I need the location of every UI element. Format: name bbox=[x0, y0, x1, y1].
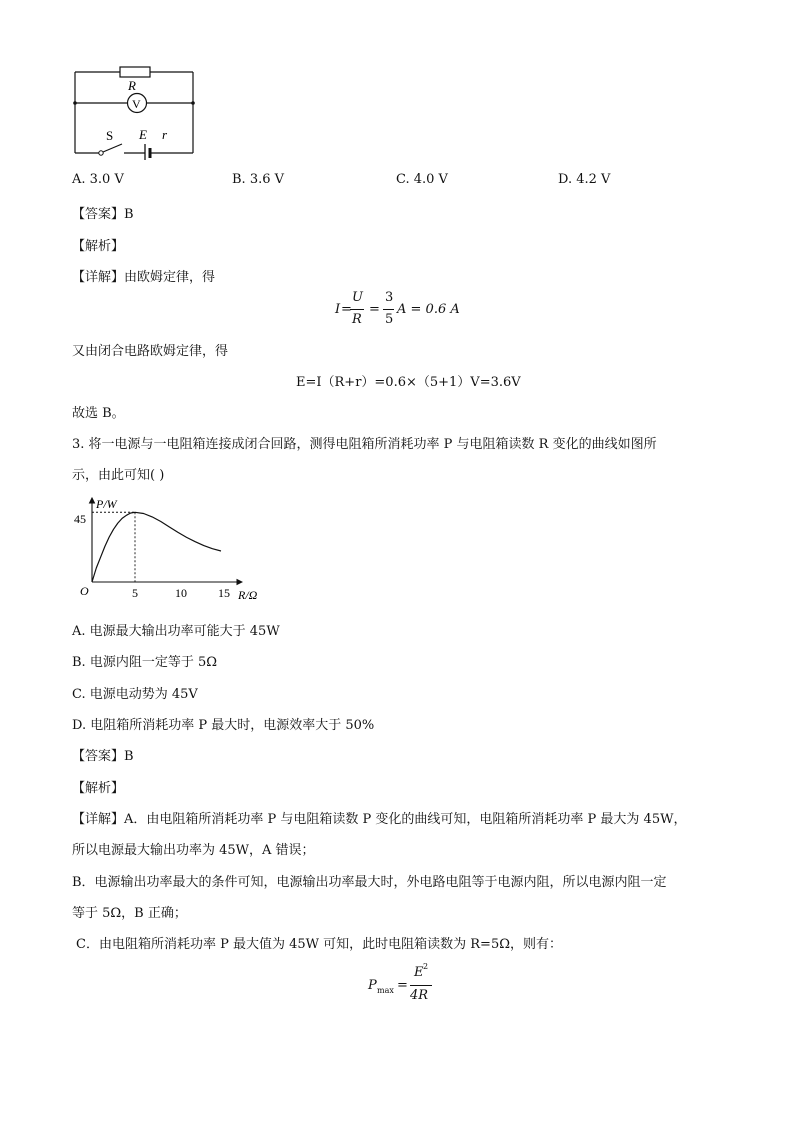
power-resistance-chart bbox=[70, 493, 270, 605]
switch-symbol bbox=[99, 151, 103, 155]
equation-closed-circuit: E=I（R+r）=0.6×（5+1）V=3.6V bbox=[296, 375, 521, 390]
q3-detail-3: B．电源输出功率最大的条件可知，电源输出功率最大时，外电路电阻等于电源内阻，所以电源内阻一定 bbox=[72, 875, 667, 890]
q3-detail-5: C．由电阻箱所消耗功率 P 最大值为 45W 可知，此时电阻箱读数为 R=5Ω，则有： bbox=[76, 937, 562, 952]
q3-detail-4: 等于 5Ω，B 正确； bbox=[72, 906, 187, 921]
option-c: C. 4.0 V bbox=[396, 172, 448, 187]
q3-analysis-label: 【解析】 bbox=[72, 781, 125, 796]
origin-label: O bbox=[80, 584, 89, 598]
resistor-symbol bbox=[120, 67, 150, 77]
conclusion-line: 故选 B。 bbox=[72, 406, 125, 421]
question-stem-2: 示，由此可知( ) bbox=[72, 468, 165, 483]
option-b: B. 3.6 V bbox=[232, 172, 285, 187]
y-axis-label: P/W bbox=[96, 497, 117, 511]
y-tick-label: 45 bbox=[74, 512, 86, 526]
q3-option-d: D. 电阻箱所消耗功率 P 最大时，电源效率大于 50% bbox=[72, 718, 375, 733]
q3-option-c: C. 电源电动势为 45V bbox=[72, 687, 198, 702]
detail-line-2: 又由闭合电路欧姆定律，得 bbox=[72, 344, 229, 359]
q3-option-a: A. 电源最大输出功率可能大于 45W bbox=[72, 624, 280, 639]
analysis-label: 【解析】 bbox=[72, 239, 125, 254]
q3-detail-2: 所以电源最大输出功率为 45W，A 错误； bbox=[72, 843, 315, 858]
label-V: V bbox=[132, 97, 141, 111]
x-tick-label-5: 5 bbox=[132, 586, 138, 600]
detail-line: 【详解】由欧姆定律，得 bbox=[72, 270, 216, 285]
equation-ohm: I = U R = 3 5 A = 0.6 A bbox=[335, 290, 460, 327]
equation-pmax: P max = E 2 4R bbox=[368, 962, 438, 1010]
label-S: S bbox=[106, 128, 114, 143]
question-stem: 3. 将一电源与一电阻箱连接成闭合回路，测得电阻箱所消耗功率 P 与电阻箱读数 R 变化的曲线如图所 bbox=[72, 437, 657, 452]
x-tick-label-10: 10 bbox=[175, 586, 187, 600]
option-a: A. 3.0 V bbox=[72, 172, 124, 187]
label-E: E bbox=[139, 127, 147, 142]
q3-option-b: B. 电源内阻一定等于 5Ω bbox=[72, 655, 217, 670]
label-R: R bbox=[128, 78, 136, 93]
label-r: r bbox=[162, 127, 168, 142]
x-axis-label: R/Ω bbox=[238, 588, 258, 602]
power-curve bbox=[92, 512, 221, 582]
circuit-diagram bbox=[70, 60, 200, 160]
x-tick-label-15: 15 bbox=[218, 586, 230, 600]
q3-detail-1: 【详解】A．由电阻箱所消耗功率 P 与电阻箱读数 P 变化的曲线可知，电阻箱所消耗功率 P 最大为 45W， bbox=[72, 812, 687, 827]
answer-label: 【答案】B bbox=[72, 207, 134, 222]
option-d: D. 4.2 V bbox=[558, 172, 611, 187]
q3-answer-label: 【答案】B bbox=[72, 749, 134, 764]
